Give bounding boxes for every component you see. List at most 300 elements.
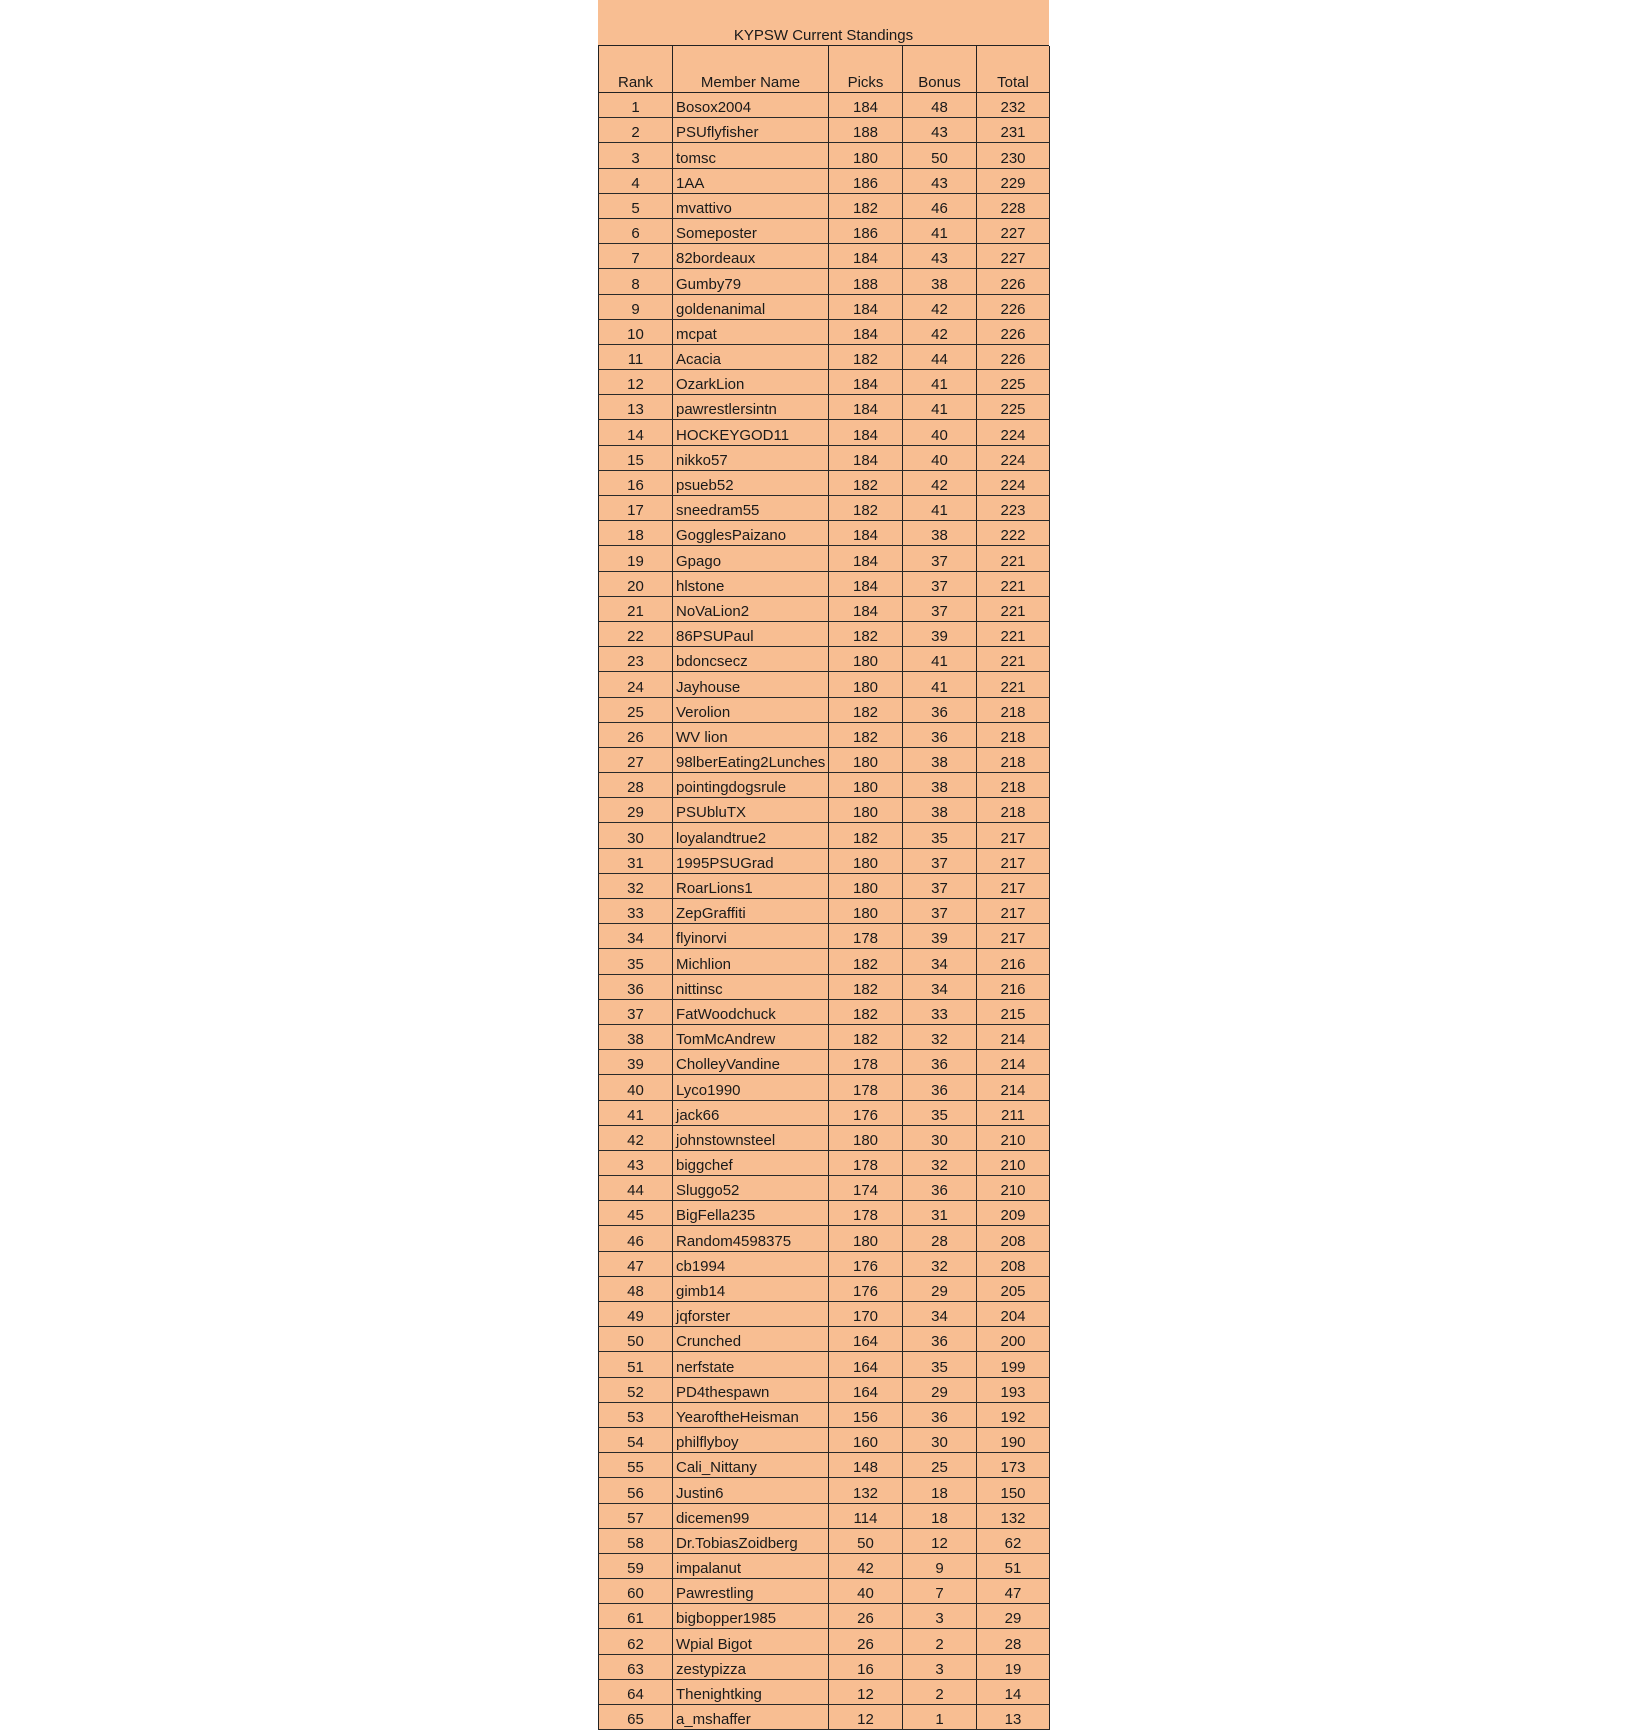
- total-cell: 229: [977, 168, 1050, 193]
- table-row: [599, 672, 1050, 697]
- total-cell: 150: [977, 1478, 1050, 1503]
- bonus-cell: 37: [903, 848, 977, 873]
- member-name-cell: jqforster: [673, 1302, 829, 1327]
- column-header-bonus: Bonus: [903, 46, 977, 93]
- member-name-cell: 86PSUPaul: [673, 621, 829, 646]
- total-cell: 173: [977, 1453, 1050, 1478]
- table-row: [599, 798, 1050, 823]
- table-row: [599, 370, 1050, 395]
- table-row: [599, 1478, 1050, 1503]
- picks-cell: 180: [829, 1226, 903, 1251]
- member-name-cell: sneedram55: [673, 496, 829, 521]
- bonus-cell: 43: [903, 118, 977, 143]
- member-name-cell: Random4598375: [673, 1226, 829, 1251]
- total-cell: 214: [977, 1024, 1050, 1049]
- total-cell: 227: [977, 218, 1050, 243]
- bonus-cell: 41: [903, 647, 977, 672]
- rank-cell: 65: [599, 1705, 673, 1730]
- rank-cell: 29: [599, 798, 673, 823]
- total-cell: 132: [977, 1503, 1050, 1528]
- picks-cell: 184: [829, 596, 903, 621]
- bonus-cell: 3: [903, 1604, 977, 1629]
- rank-cell: 32: [599, 873, 673, 898]
- bonus-cell: 1: [903, 1705, 977, 1730]
- total-cell: 210: [977, 1176, 1050, 1201]
- total-cell: 205: [977, 1276, 1050, 1301]
- table-row: [599, 1302, 1050, 1327]
- table-row: [599, 319, 1050, 344]
- member-name-cell: bdoncsecz: [673, 647, 829, 672]
- rank-cell: 47: [599, 1251, 673, 1276]
- bonus-cell: 31: [903, 1201, 977, 1226]
- bonus-cell: 30: [903, 1125, 977, 1150]
- table-row: [599, 168, 1050, 193]
- bonus-cell: 39: [903, 621, 977, 646]
- rank-cell: 55: [599, 1453, 673, 1478]
- member-name-cell: YearoftheHeisman: [673, 1402, 829, 1427]
- total-cell: 209: [977, 1201, 1050, 1226]
- bonus-cell: 36: [903, 1176, 977, 1201]
- table-row: [599, 344, 1050, 369]
- member-name-cell: Dr.TobiasZoidberg: [673, 1528, 829, 1553]
- total-cell: 210: [977, 1150, 1050, 1175]
- bonus-cell: 38: [903, 521, 977, 546]
- table-row: [599, 571, 1050, 596]
- member-name-cell: bigbopper1985: [673, 1604, 829, 1629]
- rank-cell: 22: [599, 621, 673, 646]
- total-cell: 230: [977, 143, 1050, 168]
- picks-cell: 180: [829, 848, 903, 873]
- total-cell: 218: [977, 697, 1050, 722]
- table-row: [599, 445, 1050, 470]
- member-name-cell: TomMcAndrew: [673, 1024, 829, 1049]
- rank-cell: 21: [599, 596, 673, 621]
- table-row: [599, 747, 1050, 772]
- table-row: [599, 848, 1050, 873]
- bonus-cell: 32: [903, 1024, 977, 1049]
- standings-rows: [599, 93, 1050, 1730]
- rank-cell: 25: [599, 697, 673, 722]
- total-cell: 217: [977, 848, 1050, 873]
- rank-cell: 33: [599, 899, 673, 924]
- bonus-cell: 42: [903, 294, 977, 319]
- picks-cell: 50: [829, 1528, 903, 1553]
- bonus-cell: 40: [903, 445, 977, 470]
- total-cell: 217: [977, 873, 1050, 898]
- rank-cell: 16: [599, 470, 673, 495]
- picks-cell: 184: [829, 420, 903, 445]
- picks-cell: 26: [829, 1604, 903, 1629]
- member-name-cell: 82bordeaux: [673, 244, 829, 269]
- bonus-cell: 29: [903, 1276, 977, 1301]
- picks-cell: 178: [829, 1050, 903, 1075]
- bonus-cell: 37: [903, 571, 977, 596]
- total-cell: 226: [977, 269, 1050, 294]
- table-row: [599, 1201, 1050, 1226]
- total-cell: 190: [977, 1427, 1050, 1452]
- member-name-cell: Justin6: [673, 1478, 829, 1503]
- picks-cell: 164: [829, 1377, 903, 1402]
- total-cell: 217: [977, 899, 1050, 924]
- picks-cell: 180: [829, 899, 903, 924]
- member-name-cell: impalanut: [673, 1553, 829, 1578]
- picks-cell: 182: [829, 999, 903, 1024]
- table-row: [599, 1024, 1050, 1049]
- total-cell: 232: [977, 93, 1050, 118]
- total-cell: 208: [977, 1251, 1050, 1276]
- member-name-cell: flyinorvi: [673, 924, 829, 949]
- member-name-cell: WV lion: [673, 722, 829, 747]
- column-header-rank: Rank: [599, 46, 673, 93]
- bonus-cell: 43: [903, 244, 977, 269]
- table-row: [599, 596, 1050, 621]
- member-name-cell: Crunched: [673, 1327, 829, 1352]
- bonus-cell: 38: [903, 798, 977, 823]
- member-name-cell: psueb52: [673, 470, 829, 495]
- rank-cell: 38: [599, 1024, 673, 1049]
- total-cell: 199: [977, 1352, 1050, 1377]
- table-row: [599, 395, 1050, 420]
- bonus-cell: 37: [903, 546, 977, 571]
- member-name-cell: Gpago: [673, 546, 829, 571]
- member-name-cell: goldenanimal: [673, 294, 829, 319]
- rank-cell: 57: [599, 1503, 673, 1528]
- bonus-cell: 35: [903, 1100, 977, 1125]
- bonus-cell: 42: [903, 470, 977, 495]
- rank-cell: 48: [599, 1276, 673, 1301]
- bonus-cell: 38: [903, 747, 977, 772]
- total-cell: 226: [977, 319, 1050, 344]
- picks-cell: 186: [829, 218, 903, 243]
- picks-cell: 178: [829, 1150, 903, 1175]
- rank-cell: 14: [599, 420, 673, 445]
- picks-cell: 160: [829, 1427, 903, 1452]
- total-cell: 225: [977, 395, 1050, 420]
- bonus-cell: 39: [903, 924, 977, 949]
- member-name-cell: tomsc: [673, 143, 829, 168]
- picks-cell: 114: [829, 1503, 903, 1528]
- table-row: [599, 1654, 1050, 1679]
- total-cell: 222: [977, 521, 1050, 546]
- member-name-cell: HOCKEYGOD11: [673, 420, 829, 445]
- bonus-cell: 3: [903, 1654, 977, 1679]
- member-name-cell: PSUflyfisher: [673, 118, 829, 143]
- member-name-cell: Gumby79: [673, 269, 829, 294]
- rank-cell: 58: [599, 1528, 673, 1553]
- bonus-cell: 35: [903, 823, 977, 848]
- table-row: [599, 621, 1050, 646]
- rank-cell: 54: [599, 1427, 673, 1452]
- member-name-cell: mvattivo: [673, 193, 829, 218]
- bonus-cell: 41: [903, 496, 977, 521]
- table-row: [599, 1050, 1050, 1075]
- total-cell: 231: [977, 118, 1050, 143]
- table-row: [599, 722, 1050, 747]
- table-row: [599, 1679, 1050, 1704]
- bonus-cell: 38: [903, 269, 977, 294]
- picks-cell: 180: [829, 798, 903, 823]
- table-row: [599, 521, 1050, 546]
- rank-cell: 6: [599, 218, 673, 243]
- rank-cell: 26: [599, 722, 673, 747]
- bonus-cell: 44: [903, 344, 977, 369]
- picks-cell: 176: [829, 1100, 903, 1125]
- total-cell: 224: [977, 445, 1050, 470]
- bonus-cell: 33: [903, 999, 977, 1024]
- column-header-member-name: Member Name: [673, 46, 829, 93]
- table-row: [599, 999, 1050, 1024]
- bonus-cell: 32: [903, 1251, 977, 1276]
- table-row: [599, 1327, 1050, 1352]
- member-name-cell: FatWoodchuck: [673, 999, 829, 1024]
- bonus-cell: 36: [903, 697, 977, 722]
- total-cell: 221: [977, 672, 1050, 697]
- bonus-cell: 37: [903, 899, 977, 924]
- bonus-cell: 35: [903, 1352, 977, 1377]
- rank-cell: 9: [599, 294, 673, 319]
- total-cell: 214: [977, 1075, 1050, 1100]
- bonus-cell: 34: [903, 1302, 977, 1327]
- table-row: [599, 1251, 1050, 1276]
- picks-cell: 182: [829, 621, 903, 646]
- rank-cell: 12: [599, 370, 673, 395]
- member-name-cell: Someposter: [673, 218, 829, 243]
- member-name-cell: Verolion: [673, 697, 829, 722]
- rank-cell: 37: [599, 999, 673, 1024]
- table-row: [599, 1528, 1050, 1553]
- bonus-cell: 37: [903, 873, 977, 898]
- rank-cell: 63: [599, 1654, 673, 1679]
- rank-cell: 35: [599, 949, 673, 974]
- member-name-cell: Pawrestling: [673, 1579, 829, 1604]
- table-row: [599, 899, 1050, 924]
- picks-cell: 186: [829, 168, 903, 193]
- member-name-cell: Lyco1990: [673, 1075, 829, 1100]
- total-cell: 221: [977, 546, 1050, 571]
- picks-cell: 182: [829, 722, 903, 747]
- table-row: [599, 1553, 1050, 1578]
- rank-cell: 44: [599, 1176, 673, 1201]
- member-name-cell: Thenightking: [673, 1679, 829, 1704]
- total-cell: 51: [977, 1553, 1050, 1578]
- total-cell: 221: [977, 596, 1050, 621]
- member-name-cell: cb1994: [673, 1251, 829, 1276]
- rank-cell: 20: [599, 571, 673, 596]
- total-cell: 193: [977, 1377, 1050, 1402]
- total-cell: 217: [977, 823, 1050, 848]
- picks-cell: 178: [829, 1201, 903, 1226]
- picks-cell: 156: [829, 1402, 903, 1427]
- member-name-cell: pawrestlersintn: [673, 395, 829, 420]
- member-name-cell: Sluggo52: [673, 1176, 829, 1201]
- member-name-cell: pointingdogsrule: [673, 773, 829, 798]
- picks-cell: 180: [829, 773, 903, 798]
- rank-cell: 10: [599, 319, 673, 344]
- member-name-cell: Wpial Bigot: [673, 1629, 829, 1654]
- total-cell: 19: [977, 1654, 1050, 1679]
- table-row: [599, 193, 1050, 218]
- member-name-cell: 98lberEating2Lunches: [673, 747, 829, 772]
- rank-cell: 45: [599, 1201, 673, 1226]
- picks-cell: 180: [829, 143, 903, 168]
- total-cell: 226: [977, 344, 1050, 369]
- bonus-cell: 12: [903, 1528, 977, 1553]
- total-cell: 13: [977, 1705, 1050, 1730]
- member-name-cell: ZepGraffiti: [673, 899, 829, 924]
- bonus-cell: 34: [903, 974, 977, 999]
- rank-cell: 1: [599, 93, 673, 118]
- rank-cell: 60: [599, 1579, 673, 1604]
- rank-cell: 53: [599, 1402, 673, 1427]
- bonus-cell: 41: [903, 395, 977, 420]
- picks-cell: 164: [829, 1352, 903, 1377]
- bonus-cell: 41: [903, 218, 977, 243]
- total-cell: 227: [977, 244, 1050, 269]
- total-cell: 221: [977, 647, 1050, 672]
- total-cell: 216: [977, 949, 1050, 974]
- table-row: [599, 1150, 1050, 1175]
- bonus-cell: 18: [903, 1478, 977, 1503]
- member-name-cell: CholleyVandine: [673, 1050, 829, 1075]
- total-cell: 208: [977, 1226, 1050, 1251]
- total-cell: 218: [977, 798, 1050, 823]
- standings-table: [598, 46, 1050, 1730]
- table-row: [599, 420, 1050, 445]
- picks-cell: 188: [829, 118, 903, 143]
- table-row: [599, 1276, 1050, 1301]
- bonus-cell: 25: [903, 1453, 977, 1478]
- table-row: [599, 143, 1050, 168]
- rank-cell: 2: [599, 118, 673, 143]
- bonus-cell: 36: [903, 1327, 977, 1352]
- table-row: [599, 1176, 1050, 1201]
- table-row: [599, 647, 1050, 672]
- picks-cell: 132: [829, 1478, 903, 1503]
- member-name-cell: 1995PSUGrad: [673, 848, 829, 873]
- rank-cell: 11: [599, 344, 673, 369]
- picks-cell: 182: [829, 974, 903, 999]
- bonus-cell: 41: [903, 672, 977, 697]
- table-row: [599, 218, 1050, 243]
- table-row: [599, 1604, 1050, 1629]
- member-name-cell: loyalandtrue2: [673, 823, 829, 848]
- bonus-cell: 30: [903, 1427, 977, 1452]
- member-name-cell: RoarLions1: [673, 873, 829, 898]
- total-cell: 225: [977, 370, 1050, 395]
- table-row: [599, 974, 1050, 999]
- total-cell: 221: [977, 621, 1050, 646]
- member-name-cell: OzarkLion: [673, 370, 829, 395]
- member-name-cell: jack66: [673, 1100, 829, 1125]
- member-name-cell: NoVaLion2: [673, 596, 829, 621]
- rank-cell: 39: [599, 1050, 673, 1075]
- picks-cell: 182: [829, 344, 903, 369]
- bonus-cell: 36: [903, 1075, 977, 1100]
- picks-cell: 182: [829, 193, 903, 218]
- picks-cell: 184: [829, 395, 903, 420]
- total-cell: 216: [977, 974, 1050, 999]
- table-row: [599, 294, 1050, 319]
- total-cell: 228: [977, 193, 1050, 218]
- table-row: [599, 1427, 1050, 1452]
- rank-cell: 56: [599, 1478, 673, 1503]
- table-row: [599, 1705, 1050, 1730]
- total-cell: 221: [977, 571, 1050, 596]
- picks-cell: 182: [829, 1024, 903, 1049]
- member-name-cell: Jayhouse: [673, 672, 829, 697]
- picks-cell: 188: [829, 269, 903, 294]
- member-name-cell: 1AA: [673, 168, 829, 193]
- picks-cell: 180: [829, 672, 903, 697]
- rank-cell: 59: [599, 1553, 673, 1578]
- picks-cell: 182: [829, 496, 903, 521]
- rank-cell: 50: [599, 1327, 673, 1352]
- total-cell: 28: [977, 1629, 1050, 1654]
- member-name-cell: nerfstate: [673, 1352, 829, 1377]
- bonus-cell: 43: [903, 168, 977, 193]
- bonus-cell: 42: [903, 319, 977, 344]
- total-cell: 218: [977, 747, 1050, 772]
- picks-cell: 42: [829, 1553, 903, 1578]
- table-row: [599, 773, 1050, 798]
- picks-cell: 184: [829, 521, 903, 546]
- total-cell: 14: [977, 1679, 1050, 1704]
- bonus-cell: 32: [903, 1150, 977, 1175]
- table-row: [599, 1125, 1050, 1150]
- picks-cell: 176: [829, 1251, 903, 1276]
- rank-cell: 51: [599, 1352, 673, 1377]
- picks-cell: 176: [829, 1276, 903, 1301]
- bonus-cell: 2: [903, 1629, 977, 1654]
- picks-cell: 170: [829, 1302, 903, 1327]
- total-cell: 218: [977, 773, 1050, 798]
- picks-cell: 180: [829, 647, 903, 672]
- picks-cell: 184: [829, 546, 903, 571]
- picks-cell: 180: [829, 747, 903, 772]
- rank-cell: 49: [599, 1302, 673, 1327]
- member-name-cell: Cali_Nittany: [673, 1453, 829, 1478]
- picks-cell: 12: [829, 1705, 903, 1730]
- column-header-total: Total: [977, 46, 1050, 93]
- bonus-cell: 7: [903, 1579, 977, 1604]
- table-row: [599, 496, 1050, 521]
- rank-cell: 15: [599, 445, 673, 470]
- total-cell: 214: [977, 1050, 1050, 1075]
- member-name-cell: Acacia: [673, 344, 829, 369]
- member-name-cell: zestypizza: [673, 1654, 829, 1679]
- picks-cell: 182: [829, 697, 903, 722]
- total-cell: 218: [977, 722, 1050, 747]
- member-name-cell: PD4thespawn: [673, 1377, 829, 1402]
- total-cell: 210: [977, 1125, 1050, 1150]
- rank-cell: 23: [599, 647, 673, 672]
- member-name-cell: Bosox2004: [673, 93, 829, 118]
- bonus-cell: 34: [903, 949, 977, 974]
- bonus-cell: 36: [903, 1050, 977, 1075]
- picks-cell: 182: [829, 470, 903, 495]
- picks-cell: 184: [829, 93, 903, 118]
- rank-cell: 7: [599, 244, 673, 269]
- rank-cell: 4: [599, 168, 673, 193]
- picks-cell: 180: [829, 873, 903, 898]
- picks-cell: 182: [829, 823, 903, 848]
- table-row: [599, 924, 1050, 949]
- rank-cell: 27: [599, 747, 673, 772]
- total-cell: 223: [977, 496, 1050, 521]
- member-name-cell: Michlion: [673, 949, 829, 974]
- total-cell: 192: [977, 1402, 1050, 1427]
- total-cell: 224: [977, 420, 1050, 445]
